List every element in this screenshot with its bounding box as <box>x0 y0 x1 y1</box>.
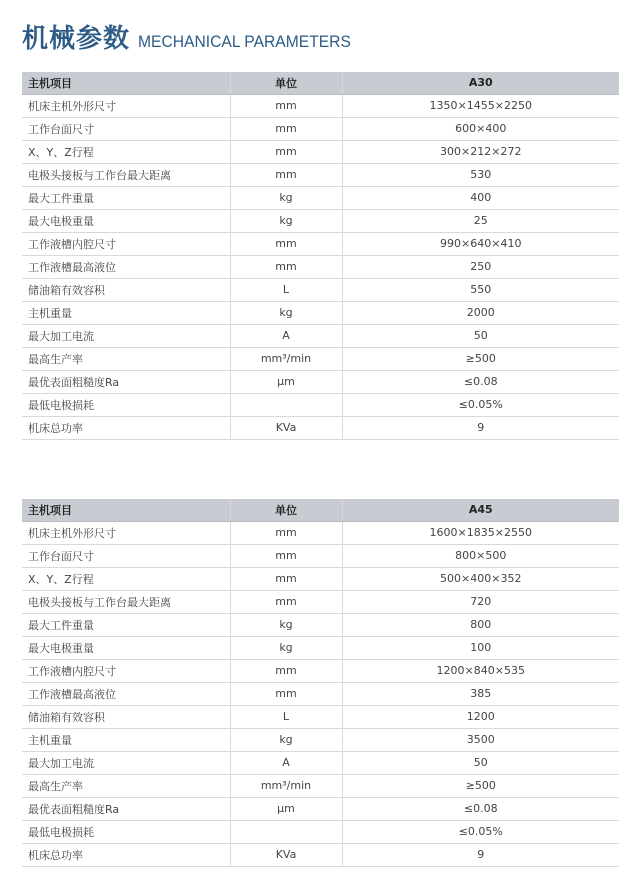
cell-value: 385 <box>342 682 619 705</box>
cell-unit: μm <box>230 370 342 393</box>
cell-unit: mm <box>230 659 342 682</box>
cell-value: ≤0.05% <box>342 393 619 416</box>
cell-parameter: 电极头接板与工作台最大距离 <box>22 163 230 186</box>
cell-parameter: 最低电极损耗 <box>22 393 230 416</box>
table-row <box>22 751 619 774</box>
cell-unit: KVa <box>230 843 342 866</box>
cell-parameter: 主机重量 <box>22 301 230 324</box>
cell-unit: mm <box>230 163 342 186</box>
cell-unit: μm <box>230 797 342 820</box>
cell-value: 530 <box>342 163 619 186</box>
cell-parameter: 最优表面粗糙度Ra <box>22 370 230 393</box>
cell-value: 25 <box>342 209 619 232</box>
cell-value: 50 <box>342 751 619 774</box>
cell-unit: mm <box>230 544 342 567</box>
header-model: A30 <box>342 72 619 94</box>
cell-parameter: 最高生产率 <box>22 774 230 797</box>
table-row <box>22 636 619 659</box>
table-row <box>22 278 619 301</box>
cell-unit: L <box>230 705 342 728</box>
cell-parameter: 最优表面粗糙度Ra <box>22 797 230 820</box>
cell-unit: mm <box>230 255 342 278</box>
cell-value: 9 <box>342 843 619 866</box>
cell-parameter: 机床总功率 <box>22 416 230 439</box>
cell-value: 500×400×352 <box>342 567 619 590</box>
cell-unit <box>230 820 342 843</box>
cell-parameter: 最低电极损耗 <box>22 820 230 843</box>
cell-parameter: 主机重量 <box>22 728 230 751</box>
cell-value: ≤0.08 <box>342 370 619 393</box>
cell-value: 300×212×272 <box>342 140 619 163</box>
cell-value: 600×400 <box>342 117 619 140</box>
table-row <box>22 544 619 567</box>
table-row <box>22 682 619 705</box>
cell-parameter: 工作台面尺寸 <box>22 117 230 140</box>
cell-parameter: 工作液槽内腔尺寸 <box>22 659 230 682</box>
table-row <box>22 590 619 613</box>
cell-value: 250 <box>342 255 619 278</box>
page-title-english: MECHANICAL PARAMETERS <box>138 32 351 51</box>
table-row <box>22 521 619 544</box>
cell-unit: kg <box>230 636 342 659</box>
table-row <box>22 163 619 186</box>
cell-value: 3500 <box>342 728 619 751</box>
table-row <box>22 774 619 797</box>
table-row <box>22 140 619 163</box>
cell-value: 990×640×410 <box>342 232 619 255</box>
cell-parameter: 最大电极重量 <box>22 209 230 232</box>
cell-parameter: 机床主机外形尺寸 <box>22 521 230 544</box>
cell-parameter: X、Y、Z行程 <box>22 140 230 163</box>
table-row <box>22 209 619 232</box>
header-model: A45 <box>342 499 619 521</box>
cell-parameter: 机床主机外形尺寸 <box>22 94 230 117</box>
cell-parameter: 工作台面尺寸 <box>22 544 230 567</box>
table-row <box>22 613 619 636</box>
cell-parameter: 工作液槽最高液位 <box>22 682 230 705</box>
spec-table-a30 <box>22 72 619 440</box>
page-title <box>22 18 369 58</box>
cell-value: 550 <box>342 278 619 301</box>
cell-parameter: 最大工件重量 <box>22 613 230 636</box>
table-row <box>22 705 619 728</box>
cell-parameter: 工作液槽最高液位 <box>22 255 230 278</box>
table-row <box>22 843 619 866</box>
cell-unit <box>230 393 342 416</box>
cell-value: ≥500 <box>342 774 619 797</box>
cell-parameter: 储油箱有效容积 <box>22 705 230 728</box>
cell-unit: kg <box>230 209 342 232</box>
cell-value: 9 <box>342 416 619 439</box>
cell-value: 1600×1835×2550 <box>342 521 619 544</box>
header-unit: 单位 <box>230 499 342 521</box>
table-row <box>22 347 619 370</box>
table-row <box>22 820 619 843</box>
table-header-row <box>22 499 619 521</box>
cell-unit: kg <box>230 613 342 636</box>
table-row <box>22 94 619 117</box>
cell-parameter: 最大电极重量 <box>22 636 230 659</box>
table-row <box>22 117 619 140</box>
table-row <box>22 186 619 209</box>
cell-unit: mm³/min <box>230 347 342 370</box>
cell-value: 720 <box>342 590 619 613</box>
cell-parameter: 最大加工电流 <box>22 751 230 774</box>
table-row <box>22 301 619 324</box>
cell-value: 800×500 <box>342 544 619 567</box>
cell-value: 1350×1455×2250 <box>342 94 619 117</box>
table-row <box>22 232 619 255</box>
cell-value: ≥500 <box>342 347 619 370</box>
cell-parameter: 最大工件重量 <box>22 186 230 209</box>
cell-value: ≤0.08 <box>342 797 619 820</box>
cell-unit: mm <box>230 140 342 163</box>
cell-unit: L <box>230 278 342 301</box>
table-row <box>22 659 619 682</box>
cell-parameter: 储油箱有效容积 <box>22 278 230 301</box>
cell-value: 1200 <box>342 705 619 728</box>
table-row <box>22 797 619 820</box>
cell-value: 2000 <box>342 301 619 324</box>
cell-parameter: 电极头接板与工作台最大距离 <box>22 590 230 613</box>
spec-table-a45 <box>22 499 619 867</box>
table-header-row <box>22 72 619 94</box>
cell-value: ≤0.05% <box>342 820 619 843</box>
cell-value: 800 <box>342 613 619 636</box>
cell-unit: mm <box>230 521 342 544</box>
page-title-chinese: 机械参数 <box>22 24 131 54</box>
header-unit: 单位 <box>230 72 342 94</box>
table-row <box>22 324 619 347</box>
cell-value: 100 <box>342 636 619 659</box>
cell-unit: kg <box>230 186 342 209</box>
table-row <box>22 393 619 416</box>
cell-unit: kg <box>230 301 342 324</box>
table-row <box>22 370 619 393</box>
cell-unit: mm <box>230 117 342 140</box>
cell-parameter: X、Y、Z行程 <box>22 567 230 590</box>
cell-unit: A <box>230 324 342 347</box>
header-item: 主机项目 <box>22 72 230 94</box>
cell-unit: mm <box>230 232 342 255</box>
cell-value: 50 <box>342 324 619 347</box>
table-row <box>22 567 619 590</box>
cell-value: 400 <box>342 186 619 209</box>
cell-unit: kg <box>230 728 342 751</box>
cell-unit: mm <box>230 590 342 613</box>
cell-value: 1200×840×535 <box>342 659 619 682</box>
cell-parameter: 机床总功率 <box>22 843 230 866</box>
header-item: 主机项目 <box>22 499 230 521</box>
cell-parameter: 最大加工电流 <box>22 324 230 347</box>
cell-unit: mm <box>230 94 342 117</box>
table-row <box>22 255 619 278</box>
cell-unit: KVa <box>230 416 342 439</box>
cell-unit: mm <box>230 567 342 590</box>
cell-unit: A <box>230 751 342 774</box>
table-row <box>22 416 619 439</box>
cell-parameter: 工作液槽内腔尺寸 <box>22 232 230 255</box>
table-row <box>22 728 619 751</box>
cell-unit: mm³/min <box>230 774 342 797</box>
cell-unit: mm <box>230 682 342 705</box>
cell-parameter: 最高生产率 <box>22 347 230 370</box>
